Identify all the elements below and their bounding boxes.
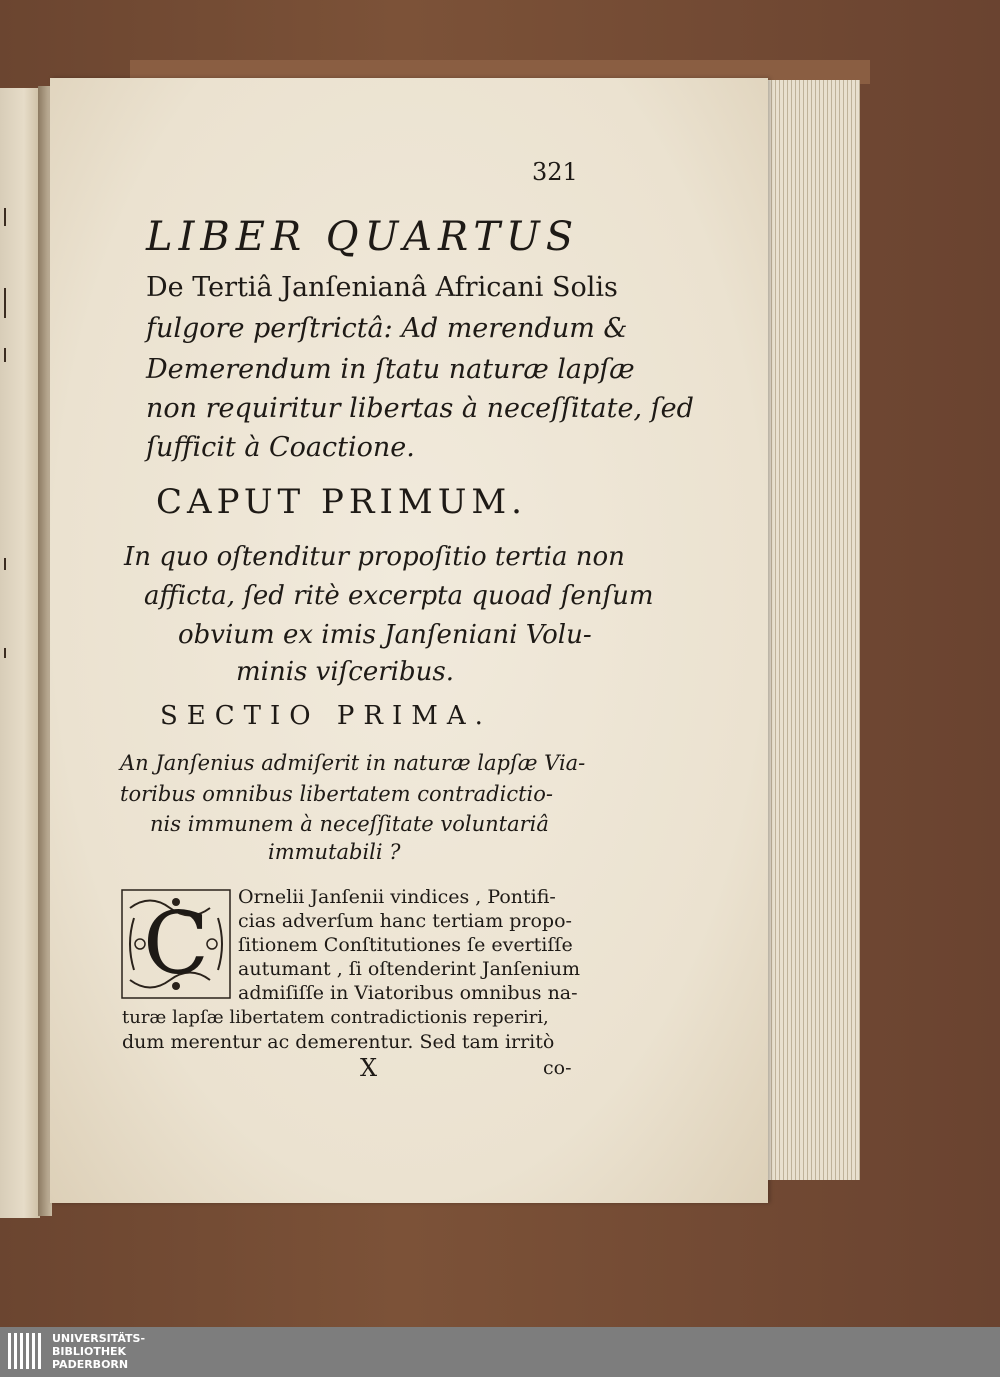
- signature-mark: X: [360, 1054, 378, 1082]
- subtitle-line: ſufficit à Coactione.: [146, 432, 415, 463]
- library-name-line: BIBLIOTHEK: [52, 1345, 127, 1358]
- subtitle-line: Demerendum in ſtatu naturæ lapſæ: [146, 354, 635, 385]
- book-title: LIBER QUARTUS: [146, 214, 580, 260]
- subtitle-line: fulgore perſtrictâ: Ad merendum &: [146, 313, 628, 344]
- chapter-summary-line: afficta, ſed ritè excerpta quoad ſenſum: [144, 581, 654, 611]
- chapter-summary-line: obvium ex imis Janſeniani Volu-: [178, 620, 592, 650]
- footer-bar: [0, 1327, 1000, 1377]
- library-name-line: PADERBORN: [52, 1358, 129, 1371]
- body-line: turæ lapſæ libertatem contradictionis reperiri,: [122, 1007, 549, 1028]
- body-line: cias adverſum hanc tertiam propo-: [238, 910, 572, 932]
- subtitle-line: De Tertiâ Janſenianâ Africani Solis: [146, 272, 618, 303]
- body-line: ſitionem Conſtitutiones ſe evertiſſe: [238, 934, 573, 956]
- initial-letter: C: [143, 894, 209, 994]
- chapter-title: CAPUT PRIMUM.: [156, 482, 527, 522]
- section-title: SECTIO PRIMA.: [160, 701, 492, 731]
- chapter-summary-line: minis viſceribus.: [236, 657, 454, 687]
- library-name: [52, 1332, 145, 1371]
- body-line: autumant , ſi oſtenderint Janſenium: [238, 958, 581, 980]
- library-name-line: UNIVERSITÄTS-: [52, 1332, 146, 1345]
- decorated-initial: [120, 888, 232, 1000]
- page-edges: [760, 80, 860, 1180]
- section-question-line: An Janſenius admiſerit in naturæ lapſæ Via-: [120, 751, 586, 775]
- catchword: co-: [543, 1057, 572, 1079]
- section-question-line: nis immunem à neceſſitate voluntariâ: [150, 812, 549, 836]
- section-question-line: toribus omnibus libertatem contradictio-: [120, 782, 553, 806]
- left-page-edge: [0, 88, 40, 1218]
- body-line: Ornelii Janſenii vindices , Pontifi-: [238, 886, 556, 908]
- page-number: 321: [532, 158, 578, 186]
- section-question-line: immutabili ?: [268, 840, 401, 864]
- chapter-summary-line: In quo oſtenditur propoſitio tertia non: [124, 542, 625, 572]
- body-line: admiſiſſe in Viatoribus omnibus na-: [238, 982, 578, 1004]
- body-line: dum merentur ac demerentur. Sed tam irritò: [122, 1031, 555, 1053]
- library-logo-icon: [8, 1333, 44, 1369]
- subtitle-line: non requiritur libertas à neceſſitate, ſed: [146, 393, 694, 424]
